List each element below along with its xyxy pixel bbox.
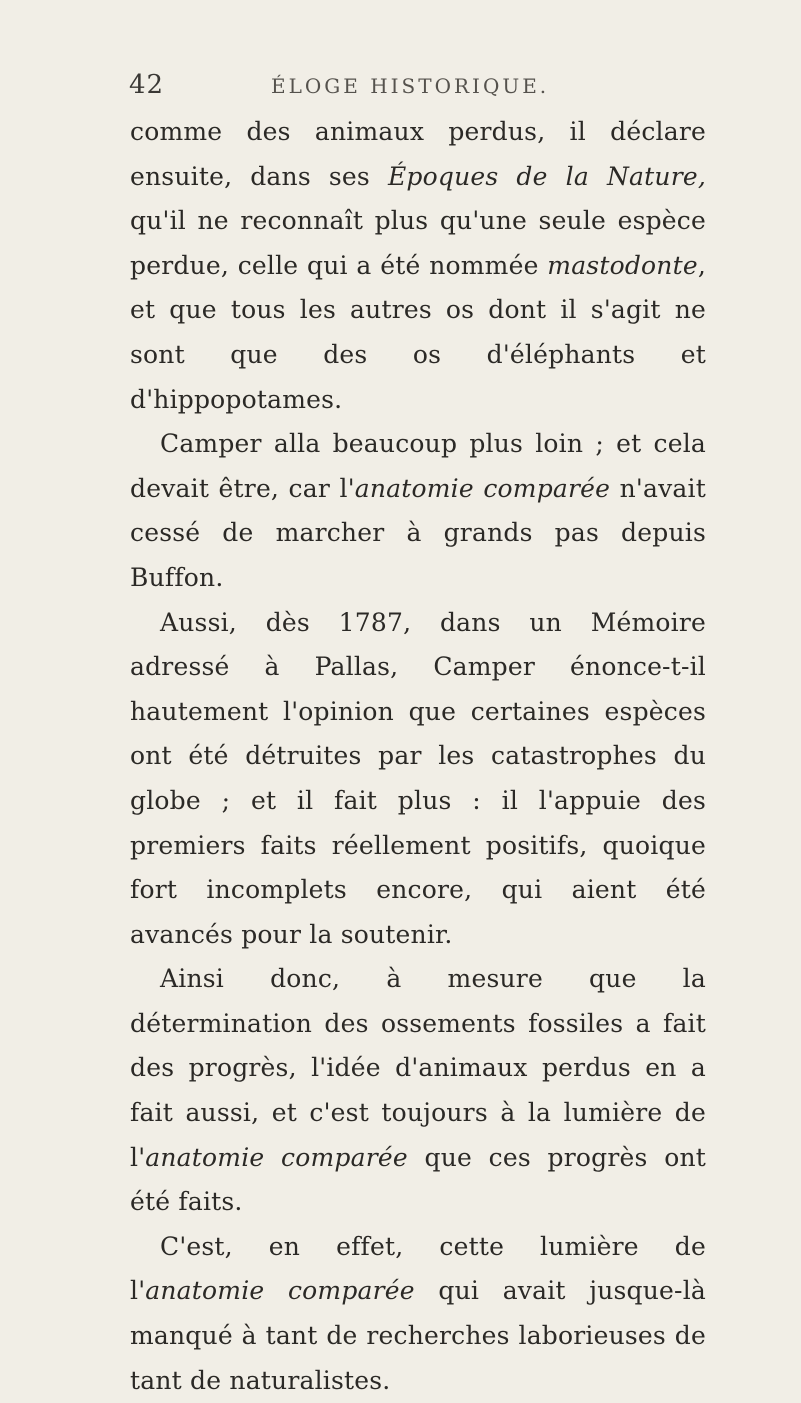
italic-segment: anatomie comparée bbox=[145, 1276, 415, 1306]
italic-segment: mastodonte bbox=[547, 250, 698, 280]
text-segment: qu'il ne reconnaît plus qu'une seule espèce perdue, celle qui a été nommée bbox=[130, 206, 706, 280]
running-head bbox=[129, 70, 715, 104]
text-segment: Aussi, dès 1787, dans un Mémoire adressé à Pallas, Camper énonce-t-il hautement l'opinion que certaines espèces ont été détruites par les catastrophes du globe ; et il fait plus : il l'appuie des premiers faits réellement positifs, quoique fort incomplets encore, qui aient été avancés pour la soutenir. bbox=[130, 607, 706, 949]
text-segment: n'avait cessé de marcher à grands pas depuis Buffon. bbox=[130, 473, 706, 592]
paragraph-1 bbox=[130, 110, 706, 422]
text-segment: , et que tous les autres os dont il s'agit ne sont que des os d'éléphants et d'hippopotames. bbox=[130, 250, 706, 414]
text-segment: que ces progrès ont été faits. bbox=[130, 1142, 706, 1217]
body-text bbox=[130, 110, 706, 1403]
paragraph-5 bbox=[130, 1225, 706, 1403]
text-segment: C'est, en effet, cette lumière de l' bbox=[130, 1231, 706, 1306]
italic-segment: anatomie comparée bbox=[354, 473, 611, 503]
paragraph-2 bbox=[130, 422, 706, 600]
paragraph-3 bbox=[130, 601, 706, 958]
page-number: 42 bbox=[129, 70, 165, 100]
text-segment: qui avait jusque-là manqué à tant de recherches laborieuses de tant de naturalistes. bbox=[130, 1276, 706, 1395]
italic-segment: Époques de la Nature, bbox=[387, 161, 706, 191]
text-segment: Ainsi donc, à mesure que la détermination des ossements fossiles a fait des progrès, l'idée d'animaux perdus en a fait aussi, et c'est toujours à la lumière de l' bbox=[130, 964, 706, 1172]
italic-segment: anatomie comparée bbox=[145, 1142, 408, 1172]
text-segment: comme des animaux perdus, il déclare ensuite, dans ses bbox=[130, 117, 706, 191]
paragraph-4 bbox=[130, 957, 706, 1225]
running-title: ÉLOGE HISTORIQUE. bbox=[271, 74, 550, 98]
text-segment: Camper alla beaucoup plus loin ; et cela devait être, car l' bbox=[130, 429, 706, 503]
